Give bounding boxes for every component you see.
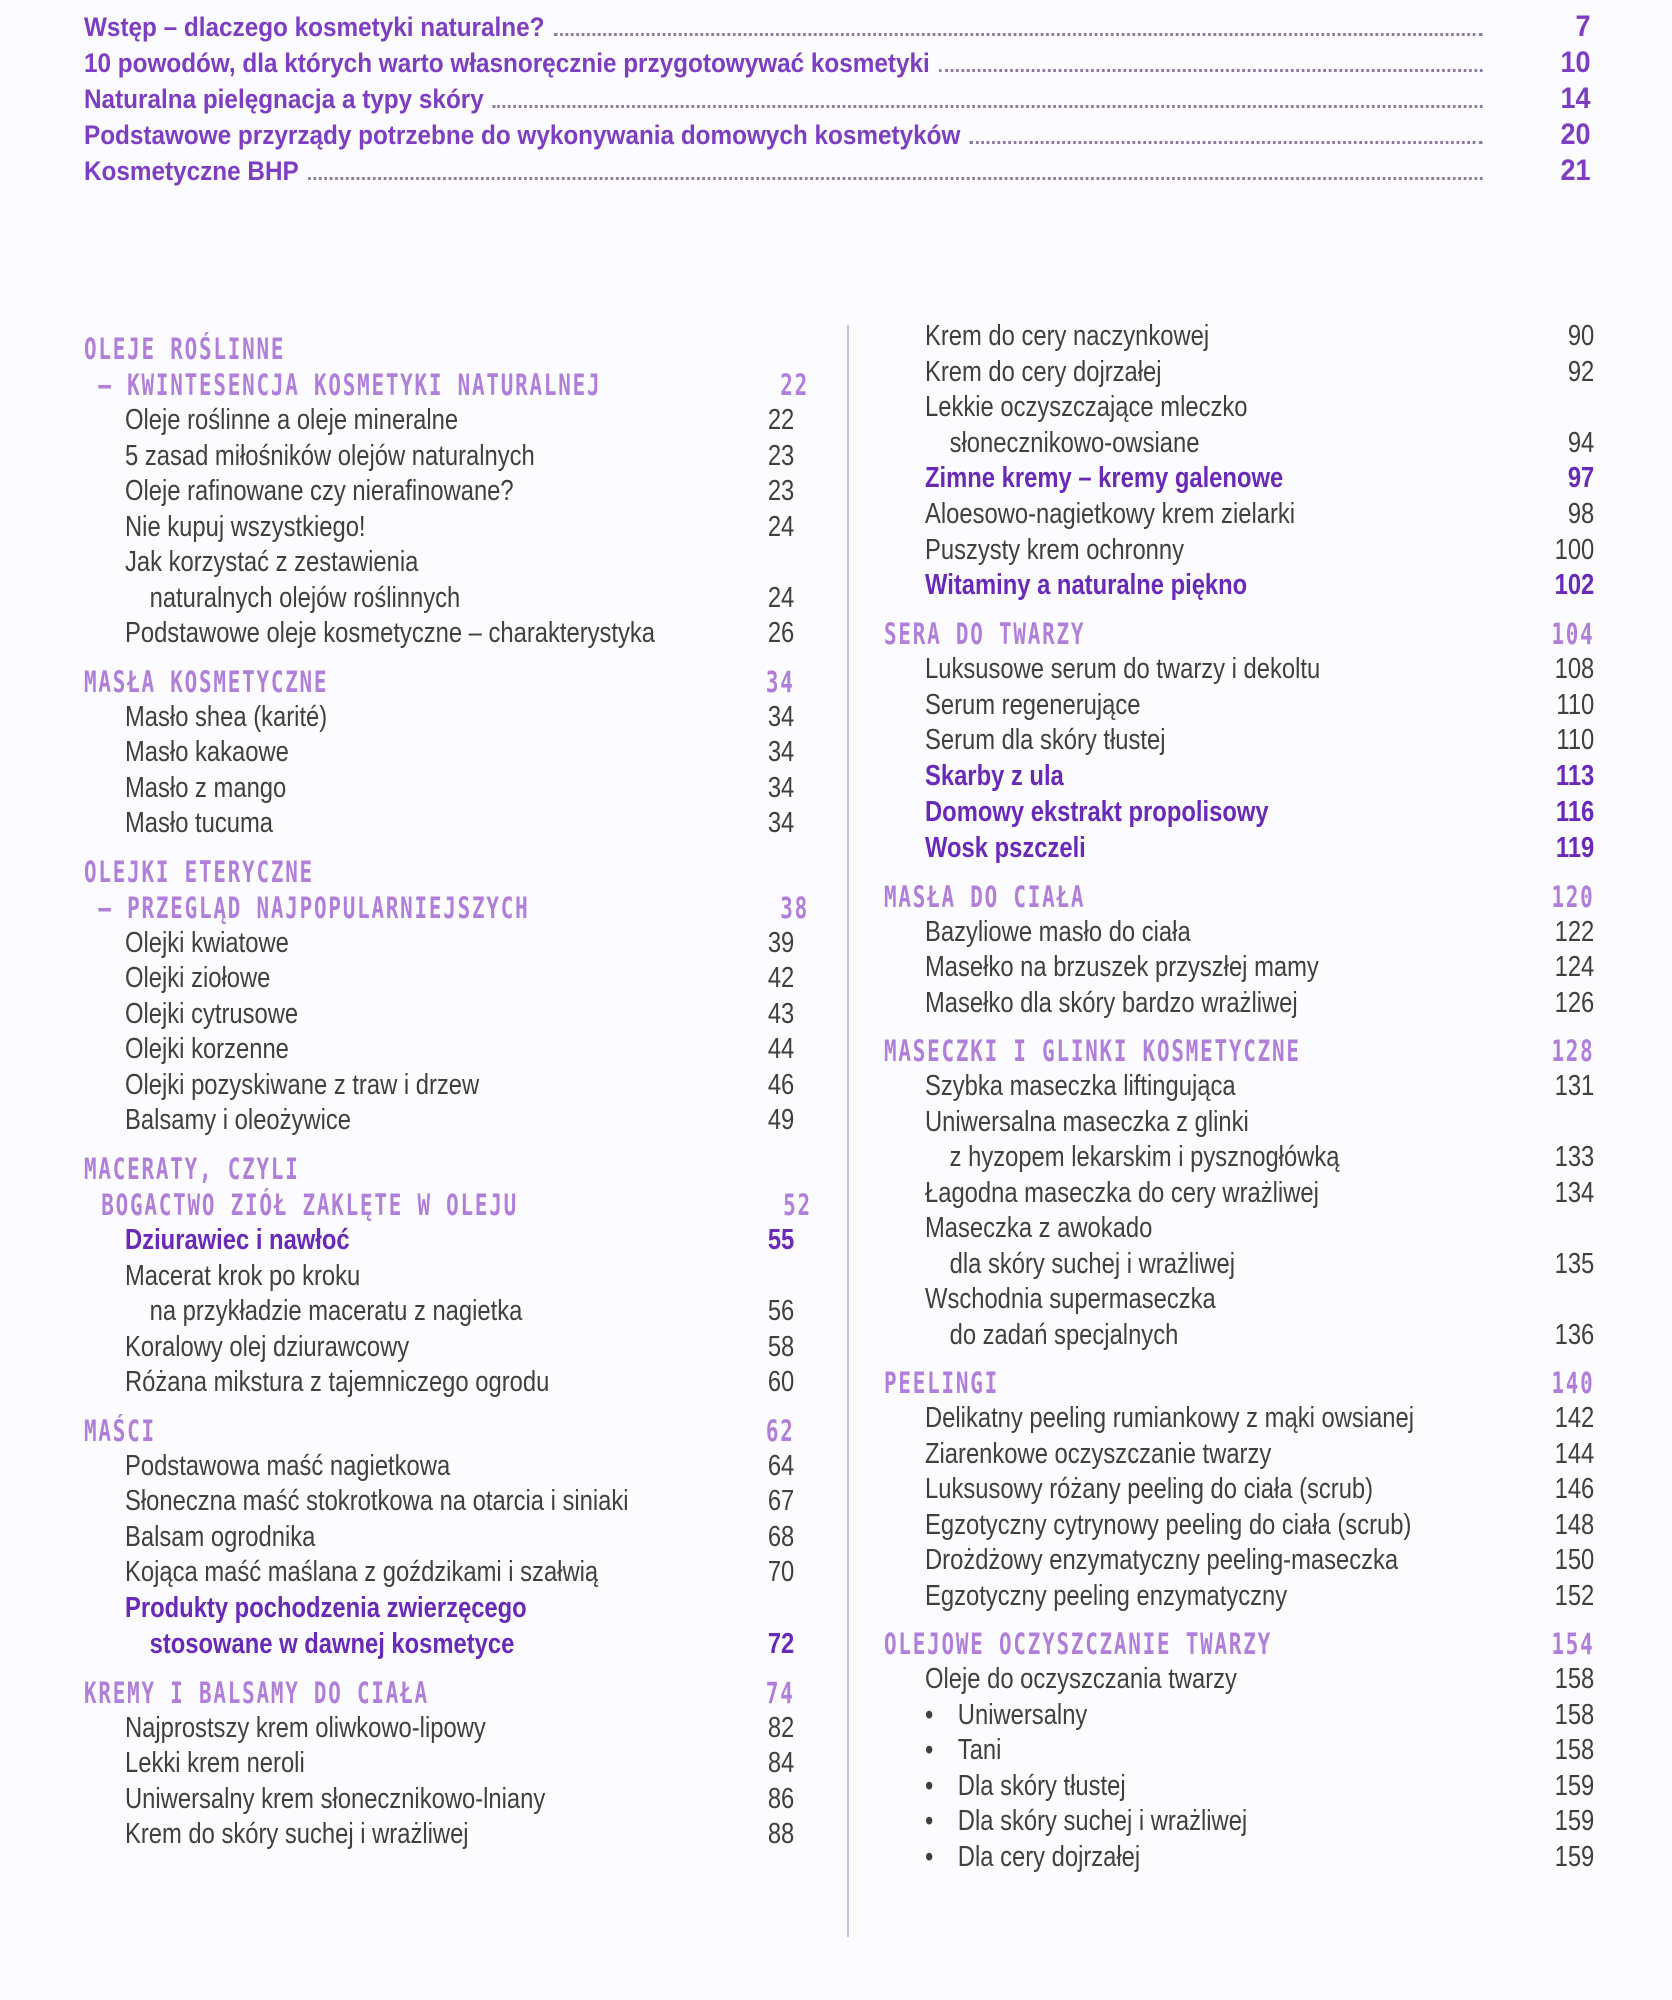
toc-page-number: 20 xyxy=(1560,118,1591,151)
intro-toc-row xyxy=(84,82,1590,118)
toc-entry-title xyxy=(884,1805,1525,1838)
toc-entry-title xyxy=(884,1699,1525,1732)
toc-highlight-entry xyxy=(84,1628,794,1664)
toc-page-number: 26 xyxy=(767,617,795,649)
toc-page-number: 52 xyxy=(783,1187,812,1222)
toc-page-number: 128 xyxy=(1551,1034,1595,1068)
toc-page-number: 23 xyxy=(767,475,795,507)
toc-page-number: 119 xyxy=(1555,831,1595,864)
toc-entry-title: Krem do cery dojrzałej xyxy=(925,355,1162,388)
toc-page-number: 146 xyxy=(1554,1473,1595,1505)
toc-section-heading xyxy=(84,368,809,404)
toc-section-heading xyxy=(884,617,1595,653)
toc-entry xyxy=(884,1141,1594,1177)
toc-entry xyxy=(884,1438,1594,1474)
toc-page-number: 90 xyxy=(1567,320,1595,352)
toc-entry-title: Podstawowa maść nagietkowa xyxy=(125,1449,451,1482)
toc-entry-title: Olejki cytrusowe xyxy=(125,997,299,1030)
toc-page-number: 159 xyxy=(1554,1805,1595,1837)
toc-entry xyxy=(884,1248,1594,1284)
toc-page-number: 62 xyxy=(765,1413,795,1448)
toc-entry xyxy=(884,1070,1594,1106)
toc-entry-title: Maseczka z awokado xyxy=(925,1212,1153,1244)
toc-entry-title: Serum dla skóry tłustej xyxy=(925,724,1166,756)
toc-entry-title: Wschodnia supermaseczka xyxy=(925,1283,1216,1315)
toc-entry xyxy=(84,511,794,547)
toc-highlight-entry xyxy=(884,462,1594,498)
toc-page-number: 108 xyxy=(1554,653,1595,685)
toc-entry xyxy=(884,1663,1594,1699)
toc-entry-text: Dla skóry suchej i wrażliwej xyxy=(957,1805,1248,1837)
toc-column-right xyxy=(884,320,1594,1876)
toc-entry-text: Dla skóry tłustej xyxy=(957,1769,1126,1802)
toc-entry-title: Macerat krok po kroku xyxy=(125,1259,361,1292)
intro-toc-row xyxy=(84,118,1590,154)
toc-entry-title: MAŚCI xyxy=(84,1413,156,1448)
toc-page-number: 104 xyxy=(1551,617,1595,651)
toc-entry xyxy=(884,1544,1594,1580)
toc-page-number: 64 xyxy=(767,1449,795,1482)
toc-entry-title: Witaminy a naturalne piękno xyxy=(925,569,1248,601)
toc-entry xyxy=(84,546,794,582)
toc-page-number: 158 xyxy=(1554,1663,1595,1695)
toc-entry-title: Szybka maseczka liftingująca xyxy=(925,1070,1236,1102)
toc-page-number: 110 xyxy=(1556,724,1595,756)
toc-section-heading xyxy=(884,1366,1595,1402)
toc-entry-title: Olejki kwiatowe xyxy=(125,926,289,959)
toc-page-number: 126 xyxy=(1554,986,1595,1019)
toc-page-number: 158 xyxy=(1554,1734,1595,1766)
toc-entry-title: Masło z mango xyxy=(125,771,287,804)
toc-page-number: 136 xyxy=(1554,1318,1595,1351)
toc-page-number: 74 xyxy=(765,1675,795,1710)
toc-page-number: 44 xyxy=(767,1033,795,1065)
toc-page-number: 134 xyxy=(1554,1176,1595,1209)
toc-page-number: 152 xyxy=(1554,1579,1595,1612)
toc-entry xyxy=(84,1712,794,1748)
toc-entry xyxy=(84,1783,794,1819)
toc-section-heading xyxy=(84,1676,795,1712)
toc-entry-title: – KWINTESENCJA KOSMETYKI NATURALNEJ xyxy=(98,368,602,402)
toc-page-number: 22 xyxy=(767,404,795,436)
toc-entry-title: Podstawowe przyrządy potrzebne do wykonywania domowych kosmetyków xyxy=(84,120,961,150)
toc-page-number: 122 xyxy=(1554,915,1595,948)
toc-entry xyxy=(84,1818,794,1854)
toc-entry-title: słonecznikowo-owsiane xyxy=(949,426,1200,459)
toc-section-heading xyxy=(884,1627,1595,1663)
toc-bullet-entry xyxy=(884,1699,1594,1735)
toc-entry-title: Bazyliowe masło do ciała xyxy=(925,915,1191,948)
toc-entry xyxy=(84,475,794,511)
toc-entry-title: Nie kupuj wszystkiego! xyxy=(125,510,366,543)
intro-toc-row xyxy=(84,154,1590,190)
toc-page-number: 23 xyxy=(767,439,795,472)
toc-entry xyxy=(84,701,794,737)
toc-entry-title: MASECZKI I GLINKI KOSMETYCZNE xyxy=(884,1034,1301,1068)
toc-entry xyxy=(884,534,1594,570)
toc-entry xyxy=(884,1177,1594,1213)
toc-page-number: 49 xyxy=(767,1104,795,1136)
toc-entry xyxy=(84,1295,794,1331)
toc-entry xyxy=(884,1509,1594,1545)
toc-page-number: 142 xyxy=(1554,1402,1595,1434)
toc-highlight-entry xyxy=(84,1224,794,1260)
toc-entry-title: stosowane w dawnej kosmetyce xyxy=(149,1627,515,1660)
toc-entry xyxy=(884,391,1594,427)
toc-section-heading xyxy=(884,1034,1595,1070)
toc-page-number: 34 xyxy=(767,700,795,733)
toc-entry-title: naturalnych olejów roślinnych xyxy=(149,581,461,614)
toc-entry xyxy=(84,404,794,440)
intro-toc xyxy=(84,10,1592,190)
toc-entry-title: Masło tucuma xyxy=(125,807,274,839)
toc-entry-title: Delikatny peeling rumiankowy z mąki owsianej xyxy=(925,1402,1415,1434)
toc-entry-title: OLEJE ROŚLINNE xyxy=(84,332,286,366)
toc-section-heading xyxy=(84,332,795,368)
toc-entry xyxy=(884,498,1594,534)
toc-entry xyxy=(84,582,794,618)
toc-entry xyxy=(84,1521,794,1557)
toc-entry-title: Oleje roślinne a oleje mineralne xyxy=(125,404,459,436)
toc-page-number: 133 xyxy=(1554,1141,1595,1173)
toc-entry-title: Olejki korzenne xyxy=(125,1033,289,1065)
toc-entry xyxy=(884,1402,1594,1438)
toc-page-number: 97 xyxy=(1567,462,1595,494)
toc-entry-title: Słoneczna maść stokrotkowa na otarcia i siniaki xyxy=(125,1485,629,1517)
toc-page-number: 43 xyxy=(767,997,795,1030)
toc-entry-title: Kojąca maść maślana z goździkami i szałwią xyxy=(125,1556,599,1588)
toc-page-number: 70 xyxy=(767,1556,795,1588)
toc-page-number: 46 xyxy=(767,1068,795,1101)
toc-page-number: 94 xyxy=(1567,426,1595,459)
toc-entry-title: Egzotyczny cytrynowy peeling do ciała (scrub) xyxy=(925,1508,1412,1541)
toc-section-heading xyxy=(884,880,1595,916)
toc-page-number: 34 xyxy=(767,736,795,768)
toc-page-number: 14 xyxy=(1560,82,1591,115)
toc-entry xyxy=(884,951,1594,987)
toc-page-number: 159 xyxy=(1554,1769,1595,1802)
toc-bullet-entry xyxy=(884,1734,1594,1770)
toc-page-number: 56 xyxy=(767,1295,795,1327)
toc-page-number: 120 xyxy=(1551,879,1595,914)
toc-entry-title: 10 powodów, dla których warto własnoręcznie przygotowywać kosmetyki xyxy=(84,48,930,78)
toc-entry-title: Zimne kremy – kremy galenowe xyxy=(925,462,1284,494)
dot-leader xyxy=(493,105,1483,108)
dot-leader xyxy=(939,69,1483,72)
toc-entry-title: Serum regenerujące xyxy=(925,688,1141,721)
toc-entry xyxy=(84,440,794,476)
bullet-icon: • xyxy=(925,1769,934,1802)
toc-section-heading xyxy=(84,855,795,891)
toc-entry xyxy=(84,1069,794,1105)
toc-page-number: 24 xyxy=(767,510,795,543)
toc-entry xyxy=(84,1485,794,1521)
toc-highlight-entry xyxy=(884,796,1594,832)
intro-toc-row xyxy=(84,46,1590,82)
dot-leader xyxy=(969,141,1482,144)
toc-page-number: 39 xyxy=(767,926,795,959)
toc-entry-title: Wosk pszczeli xyxy=(925,831,1086,864)
toc-entry xyxy=(884,724,1594,760)
toc-page-number: 154 xyxy=(1551,1627,1595,1661)
toc-section-heading xyxy=(84,1414,795,1450)
toc-entry-text: Dla cery dojrzałej xyxy=(957,1840,1141,1873)
toc-entry-title: Podstawowe oleje kosmetyczne – charakterystyka xyxy=(125,617,656,649)
toc-highlight-entry xyxy=(884,760,1594,796)
bullet-icon: • xyxy=(925,1734,934,1766)
toc-entry xyxy=(884,653,1594,689)
toc-entry-title: OLEJOWE OCZYSZCZANIE TWARZY xyxy=(884,1627,1273,1661)
toc-page-number: 110 xyxy=(1556,688,1595,721)
toc-page-number: 84 xyxy=(767,1747,795,1779)
bullet-icon: • xyxy=(925,1805,934,1837)
toc-page-number: 144 xyxy=(1554,1437,1595,1470)
toc-entry xyxy=(884,356,1594,392)
toc-entry-title: Skarby z ula xyxy=(925,759,1064,792)
toc-entry xyxy=(84,1260,794,1296)
toc-entry-title: Luksusowy różany peeling do ciała (scrub) xyxy=(925,1473,1374,1505)
toc-entry xyxy=(884,916,1594,952)
toc-highlight-entry xyxy=(884,569,1594,605)
toc-page-number: 67 xyxy=(767,1485,795,1517)
toc-page-number: 22 xyxy=(780,368,809,402)
toc-section-heading xyxy=(84,1188,812,1224)
toc-highlight-entry xyxy=(84,1592,794,1628)
column-divider xyxy=(847,325,849,1937)
dot-leader xyxy=(308,177,1483,180)
toc-entry-title: Oleje rafinowane czy nierafinowane? xyxy=(125,475,514,507)
toc-entry xyxy=(884,1106,1594,1142)
toc-entry-title: Jak korzystać z zestawienia xyxy=(125,546,419,578)
toc-page-number: 34 xyxy=(767,807,795,839)
toc-page-number: 34 xyxy=(765,664,795,699)
toc-entry-title: Najprostszy krem oliwkowo-lipowy xyxy=(125,1711,486,1744)
toc-page-number: 82 xyxy=(767,1711,795,1744)
toc-entry xyxy=(84,998,794,1034)
toc-entry-title: do zadań specjalnych xyxy=(949,1318,1179,1351)
toc-page-number: 7 xyxy=(1575,10,1591,43)
toc-page-number: 60 xyxy=(767,1366,795,1398)
toc-page-number: 24 xyxy=(767,581,795,614)
toc-page-number: 38 xyxy=(780,890,809,925)
toc-entry-title: MASŁA DO CIAŁA xyxy=(884,879,1086,914)
toc-entry xyxy=(84,772,794,808)
toc-entry xyxy=(884,427,1594,463)
toc-entry-title xyxy=(884,1734,1525,1767)
toc-entry-text: Uniwersalny xyxy=(957,1698,1088,1731)
toc-entry-title: z hyzopem lekarskim i pysznogłówką xyxy=(949,1141,1340,1173)
bullet-icon: • xyxy=(925,1840,934,1873)
toc-entry xyxy=(884,1473,1594,1509)
toc-entry-title: Lekkie oczyszczające mleczko xyxy=(925,391,1248,423)
toc-entry-title: SERA DO TWARZY xyxy=(884,617,1086,651)
toc-entry-title: Koralowy olej dziurawcowy xyxy=(125,1330,410,1363)
toc-page-number: 88 xyxy=(767,1818,795,1850)
toc-entry xyxy=(84,617,794,653)
toc-page-number: 42 xyxy=(767,962,795,994)
toc-entry xyxy=(884,1283,1594,1319)
toc-entry xyxy=(884,320,1594,356)
toc-entry xyxy=(884,1580,1594,1616)
toc-entry-title: dla skóry suchej i wrażliwej xyxy=(949,1247,1236,1280)
toc-page-number: 10 xyxy=(1560,46,1591,79)
toc-entry xyxy=(84,962,794,998)
toc-entry-title: Wstęp – dlaczego kosmetyki naturalne? xyxy=(84,12,545,42)
intro-toc-row xyxy=(84,10,1590,46)
toc-entry-title: Lekki krem neroli xyxy=(125,1747,305,1779)
toc-page-number: 158 xyxy=(1554,1698,1595,1731)
toc-entry xyxy=(884,987,1594,1023)
toc-bullet-entry xyxy=(884,1841,1594,1877)
toc-page-number: 102 xyxy=(1554,569,1595,601)
toc-entry-title: Kosmetyczne BHP xyxy=(84,156,299,186)
toc-entry-title: Masełko na brzuszek przyszłej mamy xyxy=(925,951,1319,983)
toc-page-number: 92 xyxy=(1567,355,1595,388)
toc-page-number: 150 xyxy=(1554,1544,1595,1576)
toc-bullet-entry xyxy=(884,1770,1594,1806)
toc-page-number: 135 xyxy=(1554,1247,1595,1280)
toc-entry-title: Krem do cery naczynkowej xyxy=(925,320,1210,352)
toc-page-number: 21 xyxy=(1560,154,1591,187)
toc-entry xyxy=(84,1033,794,1069)
toc-entry xyxy=(84,736,794,772)
toc-entry-title xyxy=(884,1841,1525,1874)
toc-page-number: 100 xyxy=(1554,533,1595,566)
toc-entry-title: Aloesowo-nagietkowy krem zielarki xyxy=(925,498,1296,530)
toc-page-number: 140 xyxy=(1551,1366,1595,1400)
toc-entry-title: Dziurawiec i nawłoć xyxy=(125,1223,350,1256)
bullet-icon: • xyxy=(925,1698,934,1731)
toc-entry-title: Naturalna pielęgnacja a typy skóry xyxy=(84,84,484,114)
toc-entry-title: Luksusowe serum do twarzy i dekoltu xyxy=(925,653,1321,685)
toc-entry-title: Olejki pozyskiwane z traw i drzew xyxy=(125,1068,480,1101)
toc-entry xyxy=(84,1331,794,1367)
toc-entry-title: 5 zasad miłośników olejów naturalnych xyxy=(125,439,535,472)
toc-entry-title: OLEJKI ETERYCZNE xyxy=(84,854,314,889)
toc-entry-title: Masło shea (karité) xyxy=(125,700,328,733)
toc-entry xyxy=(84,1104,794,1140)
toc-entry-title: Ziarenkowe oczyszczanie twarzy xyxy=(925,1437,1272,1470)
toc-entry-title: Domowy ekstrakt propolisowy xyxy=(925,795,1269,828)
toc-entry-text: Tani xyxy=(957,1734,1002,1766)
toc-entry-title: BOGACTWO ZIÓŁ ZAKLĘTE W OLEJU xyxy=(101,1187,519,1222)
toc-entry-title: Masełko dla skóry bardzo wrażliwej xyxy=(925,986,1298,1019)
toc-page-number: 113 xyxy=(1555,759,1595,792)
toc-entry-title: Uniwersalny krem słonecznikowo-lniany xyxy=(125,1782,546,1815)
toc-entry-title: PEELINGI xyxy=(884,1366,999,1400)
toc-page-number: 148 xyxy=(1554,1508,1595,1541)
toc-section-heading xyxy=(84,891,809,927)
toc-entry-title: Masło kakaowe xyxy=(125,736,289,768)
toc-page-number: 159 xyxy=(1554,1840,1595,1873)
toc-bullet-entry xyxy=(884,1805,1594,1841)
toc-entry xyxy=(84,927,794,963)
toc-column-left xyxy=(84,320,812,1854)
toc-page-number: 124 xyxy=(1554,951,1595,983)
toc-entry-title: Balsam ogrodnika xyxy=(125,1520,316,1553)
toc-page-number: 68 xyxy=(767,1520,795,1553)
toc-entry xyxy=(884,689,1594,725)
toc-section-heading xyxy=(84,665,795,701)
toc-entry-title: Oleje do oczyszczania twarzy xyxy=(925,1663,1237,1695)
toc-page-number: 86 xyxy=(767,1782,795,1815)
toc-entry xyxy=(884,1319,1594,1355)
toc-entry-title: Egzotyczny peeling enzymatyczny xyxy=(925,1579,1288,1612)
toc-page-number: 98 xyxy=(1567,498,1595,530)
toc-page-number: 72 xyxy=(767,1627,795,1660)
toc-entry-title: Łagodna maseczka do cery wrażliwej xyxy=(925,1176,1319,1209)
toc-entry-title: Krem do skóry suchej i wrażliwej xyxy=(125,1818,469,1850)
toc-entry-title: Różana mikstura z tajemniczego ogrodu xyxy=(125,1366,550,1398)
toc-entry xyxy=(884,1212,1594,1248)
toc-entry-title: Puszysty krem ochronny xyxy=(925,533,1185,566)
toc-entry-title: Drożdżowy enzymatyczny peeling-maseczka xyxy=(925,1544,1399,1576)
toc-page-number: 55 xyxy=(767,1223,795,1256)
toc-page-number: 131 xyxy=(1554,1070,1595,1102)
toc-entry-title: Olejki ziołowe xyxy=(125,962,271,994)
toc-entry-title: MASŁA KOSMETYCZNE xyxy=(84,664,329,699)
toc-page-number: 34 xyxy=(767,771,795,804)
toc-section-heading xyxy=(84,1152,795,1188)
toc-page-number: 116 xyxy=(1555,795,1595,828)
toc-entry xyxy=(84,1556,794,1592)
dot-leader xyxy=(553,33,1482,36)
toc-entry-title: MACERATY, CZYLI xyxy=(84,1151,300,1186)
toc-entry xyxy=(84,1450,794,1486)
toc-entry-title: KREMY I BALSAMY DO CIAŁA xyxy=(84,1675,429,1710)
toc-entry-title: Uniwersalna maseczka z glinki xyxy=(925,1105,1249,1138)
toc-entry-title: – PRZEGLĄD NAJPOPULARNIEJSZYCH xyxy=(98,890,530,925)
toc-entry xyxy=(84,1366,794,1402)
toc-entry-title: Produkty pochodzenia zwierzęcego xyxy=(125,1591,527,1624)
toc-entry xyxy=(84,807,794,843)
toc-entry-title xyxy=(884,1770,1525,1803)
toc-entry-title: Balsamy i oleożywice xyxy=(125,1104,351,1136)
toc-highlight-entry xyxy=(884,832,1594,868)
toc-page-number: 58 xyxy=(767,1330,795,1363)
toc-entry-title: na przykładzie maceratu z nagietka xyxy=(149,1295,523,1327)
toc-entry xyxy=(84,1747,794,1783)
